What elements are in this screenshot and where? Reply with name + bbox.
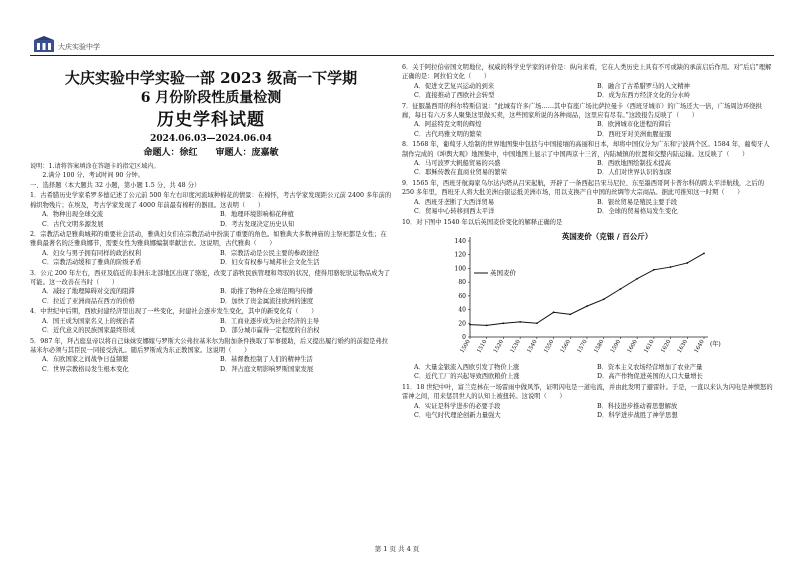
exam-authors: 命题人：徐红 审题人：庞嘉敏 <box>143 148 279 158</box>
question-stem: 5．987 年，拜占庭皇帝以将自己妹妹安娜嫁与罗斯大公弗拉基米尔为附加条件换取了军事援助，后又提出履行婚约的前提是弗拉基米尔必须与其臣民一同接受洗礼。随后罗斯成为东正教国家。这说明（ ） <box>30 337 389 354</box>
y-tick-label: 40 <box>458 306 466 314</box>
exam-subject-title: 历史学科试题 <box>157 110 265 130</box>
data-point <box>703 252 705 254</box>
option-c[interactable]: C．近代工厂的兴起导致西欧粮价上涨 <box>414 373 520 381</box>
option-b[interactable]: B．基督教控制了人们的精神生活 <box>220 356 313 364</box>
option-b[interactable]: B．工商业逐步成为社会经济的主导 <box>220 317 320 325</box>
x-tick-label: 1580 <box>593 338 606 355</box>
option-c[interactable]: C．拉近了亚洲商品在西方的价格 <box>42 297 135 305</box>
question-stem: 9．1565 年，西班牙航海家乌尔达内塔从吕宋起航，开辟了一条西起吕宋马尼拉、东至墨西哥阿卡普尔科的跨太平洋航线，之后的 250 多年里，西班牙人将大批美洲白银运抵美洲市场，用以支换产自中国的丝绸等大宗商品。据此可推知这一时期（ ） <box>402 179 765 197</box>
question-5 <box>30 337 392 375</box>
option-c[interactable]: C．耶稣传教在直商业贸易的繁荣 <box>414 169 507 177</box>
x-tick-label: 1640 <box>693 338 706 355</box>
option-c[interactable]: C．古代文明多源发展 <box>42 220 104 228</box>
option-d[interactable]: D．全球的贸易格局发生变化 <box>597 208 678 216</box>
option-a[interactable]: A．东欧国家之间战争日益频繁 <box>42 356 129 364</box>
question-7 <box>402 102 774 140</box>
exam-title-line1: 大庆实验中学实验一部 2023 级高一下学期 <box>64 69 358 87</box>
data-point <box>670 266 672 268</box>
option-c[interactable]: C．古代玛雅文明的繁荣 <box>414 130 482 138</box>
question-stem: 10．对下图中 1540 年以后英国麦价变化的解释正确的是 <box>402 218 563 226</box>
section-heading: 一、选择题（本大题共 32 小题，第小题 1.5 分，共 48 分） <box>30 182 201 189</box>
option-a[interactable]: A．物种出现全球交流 <box>42 211 104 219</box>
question-3 <box>30 269 392 307</box>
data-point <box>636 278 638 280</box>
option-c[interactable]: C．近代意义的民族国家最终形成 <box>42 327 135 335</box>
option-c[interactable]: C．电气时代理论创新力量强大 <box>414 411 501 419</box>
option-c[interactable]: C．宗教活动缓和了雅典的阶级矛盾 <box>42 259 142 267</box>
question-9 <box>402 179 774 217</box>
x-tick-label: 1590 <box>609 338 623 355</box>
option-d[interactable]: D．科学进步战胜了神学思想 <box>597 411 678 419</box>
option-a[interactable]: A．阿兹特克文明的辉煌 <box>414 121 482 129</box>
x-tick-label: 1500 <box>459 338 472 355</box>
option-a[interactable]: A．实证是科学进步的必要手段 <box>414 402 501 410</box>
option-c[interactable]: C．直接推动了西欧社会转型 <box>414 92 495 100</box>
data-point <box>519 321 521 323</box>
option-b[interactable]: B．宗教活动是公民主要的参政途径 <box>220 249 320 257</box>
exam-title-line2: 6 月份阶段性质量检测 <box>140 90 282 106</box>
option-b[interactable]: B．融合了古希腊罗马的人文精神 <box>597 82 690 90</box>
y-tick-label: 120 <box>454 251 466 259</box>
data-point <box>569 313 571 315</box>
question-stem: 2．宗教活动是雅典城邦的重要社会活动，雅典妇女们在宗教活动中扮演了重要的角色。如雅典大多数神庙的主祭祀都是女性；在雅典最著名的泛雅典娜节，需要女性为雅典娜编制率献法衣。这说明，古代雅典（ ） <box>30 231 387 248</box>
option-d[interactable]: D．拜占庭文明影响罗斯国家发展 <box>220 365 314 373</box>
question-stem: 1．古希腊历史学家希罗多德记述了公元前 500 年左右印度河流域种棉花的情景：在棉怀，考古学家发现距公元前 2400 多年前的棉织物残片；在埃及，考古学家发现了 4000 年前最有棉籽的器皿。这表明（ ） <box>30 192 392 209</box>
option-a[interactable]: A．国王成为国家名义上的统治者 <box>42 317 135 325</box>
question-stem: 3．公元 200 年左右，西亚及临近的非洲东北部地区出现了骆驼，改变了游牧民族管理和驾驭的状况，使得用骆驼驮运物品成为了可能。这一改善在当时（ ） <box>30 269 391 287</box>
exam-date: 2024.06.03—2024.06.04 <box>150 134 272 144</box>
option-a[interactable]: A．大量金银流入西欧引发了物价上涨 <box>414 363 520 371</box>
data-point <box>586 305 588 307</box>
chart-title: 英国麦价（克银 / 百公斤） <box>561 231 653 241</box>
legend-label: 英国麦价 <box>490 268 516 277</box>
y-tick-label: 20 <box>458 320 466 328</box>
option-d[interactable]: D．西班牙对美洲血腥征服 <box>597 130 672 138</box>
option-b[interactable]: B．资本主义农场经营增加了农业产量 <box>597 363 703 371</box>
data-point <box>686 262 688 264</box>
data-point <box>503 322 505 324</box>
question-stem: 4．中世纪中后期，西欧封建经济里出现了一些变化，封建社会逐步发生变化，其中的新变化有（ ） <box>30 308 318 316</box>
y-tick-label: 80 <box>458 279 466 287</box>
series-line <box>470 253 704 325</box>
question-10 <box>402 218 774 382</box>
chart-container <box>402 229 774 361</box>
x-tick-label: 1560 <box>559 338 573 355</box>
option-d[interactable]: D．人们对世界认识的加深 <box>597 169 672 177</box>
question-stem: 8．1568 年，葡萄牙人绘制的世界地图集中包括与中国接壤的高丽和日本，却将中国仅分为广东和宁波两个区。1584 年，葡萄牙人制作完成的《坤舆大观》地图集中，中国地图上显示了中国两京十三省，内陆城镇的位置和交整内陆运输。这反映了（ ） <box>402 141 770 158</box>
x-tick-label: 1540 <box>526 338 539 355</box>
question-11 <box>402 383 774 421</box>
question-6 <box>402 63 774 101</box>
x-tick-label: 1600 <box>626 338 639 355</box>
x-axis-label: (年) <box>710 340 721 348</box>
option-d[interactable]: D．高产作物促进英国的人口大量增长 <box>597 373 703 381</box>
y-tick-label: 60 <box>458 292 466 300</box>
question-2 <box>30 230 392 268</box>
option-b[interactable]: B．科技进步推动着思想解放 <box>597 402 678 410</box>
option-b[interactable]: B．助推了物种在全球范围内传播 <box>220 288 313 296</box>
option-b[interactable]: B．地理环境影响棉花种植 <box>220 211 294 219</box>
wheat-price-chart <box>442 229 722 361</box>
y-tick-label: 0 <box>462 333 466 341</box>
question-stem: 6．关于阿拉伯帝国文明地位，权威的科学史学家的评价是：纵向来看，它在人类历史上具有不可或缺的承前启后作用。对“后启”理解正确的是：阿拉伯文化（ ） <box>402 64 772 81</box>
data-point <box>653 269 655 271</box>
data-point <box>469 324 471 326</box>
option-d[interactable]: D．考古发现决定历史认知 <box>220 220 295 228</box>
option-b[interactable]: B．银丝贸易是殖民主要手段 <box>597 198 678 206</box>
option-a[interactable]: A．促进文艺复兴运动的到来 <box>414 82 495 90</box>
option-b[interactable]: B．西欧地图绘制技术提高 <box>597 160 671 168</box>
question-1 <box>30 191 392 229</box>
header-rule <box>30 55 774 56</box>
question-stem: 11．18 世纪中叶，富兰克林在一场雷雨中做风筝，证明闪电是一道电流，并由此发明了避雷针。于是，一直以来认为闪电是神愤怒的雷神之间，用来惩罚世人的认知上被扭转。这说明（ ） <box>402 383 773 401</box>
option-a[interactable]: A．马可波罗大帆船贸易的兴盛 <box>414 160 501 168</box>
data-point <box>486 324 488 326</box>
y-tick-label: 140 <box>454 237 466 245</box>
question-stem: 7．征服墨西哥的科尔特斯信说：“此城有许多广场……其中有座广场比萨拉曼卡（西班牙城市）的广场还大一倍，广场周边环绕拱廊，每日有六万多人聚集这里做买卖，这些国家所说的各种商品，这里应有尽有。”这段报告反映了（ ） <box>402 102 762 120</box>
x-tick-label: 1550 <box>543 338 556 355</box>
school-name: 大庆实验中学 <box>58 43 100 51</box>
option-a[interactable]: A．减轻了地理障碍对交流的阻滞 <box>42 288 135 296</box>
data-point <box>620 288 622 290</box>
note-line: 说明：1.请将答案填涂在答题卡的指定区域内。 <box>30 163 160 170</box>
x-tick-label: 1530 <box>509 338 522 355</box>
right-column <box>402 62 774 420</box>
option-d[interactable]: D．妇女有权参与城邦社会文化生活 <box>220 259 320 267</box>
option-a[interactable]: A．西班牙垄断了大西洋贸易 <box>414 198 495 206</box>
option-d[interactable]: D．部分城市赢得一定程度的自治权 <box>220 327 320 335</box>
option-c[interactable]: C．贸易中心转移到西太平洋 <box>414 208 495 216</box>
note-line: 2.满分 100 分，考试时间 90 分钟。 <box>30 172 144 179</box>
x-tick-label: 1620 <box>660 338 673 355</box>
left-column <box>30 62 392 374</box>
y-tick-label: 100 <box>454 265 466 273</box>
option-b[interactable]: B．欧洲城市化进程的滞后 <box>597 121 671 129</box>
question-8 <box>402 140 774 178</box>
data-point <box>553 311 555 313</box>
x-tick-label: 1520 <box>492 338 506 355</box>
x-tick-label: 1630 <box>676 338 690 355</box>
data-point <box>536 322 538 324</box>
option-c[interactable]: C．世界宗教格局发生根本变化 <box>42 365 129 373</box>
page-footer: 第 1 页 共 4 页 <box>374 545 420 553</box>
option-a[interactable]: A．妇女与男子拥有同样的政治权利 <box>42 249 142 257</box>
data-point <box>603 298 605 300</box>
x-tick-label: 1570 <box>576 338 589 355</box>
option-d[interactable]: D．加快了贵金属流往欧洲的速度 <box>220 297 314 305</box>
x-tick-label: 1610 <box>643 338 656 355</box>
question-4 <box>30 307 392 335</box>
school-logo <box>33 36 55 54</box>
option-d[interactable]: D．成为东西方经济文化的分水岭 <box>597 92 691 100</box>
x-tick-label: 1510 <box>476 338 489 355</box>
